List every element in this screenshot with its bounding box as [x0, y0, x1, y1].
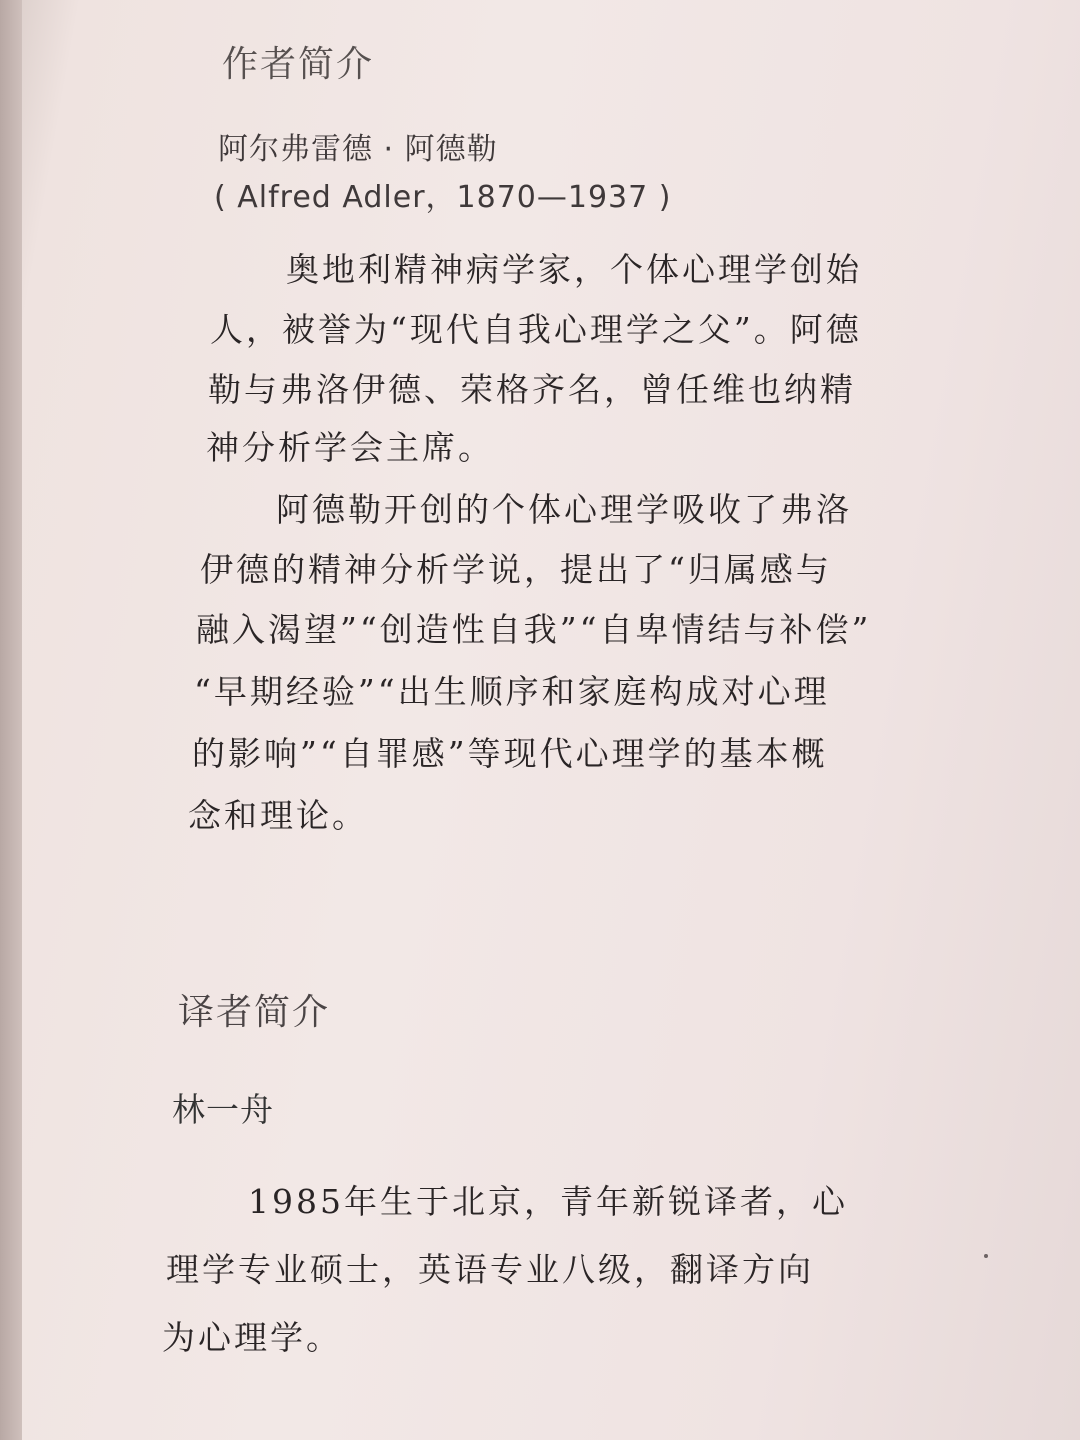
author-section-heading: 作者简介 [222, 44, 375, 85]
author-name-chinese: 阿尔弗雷德 · 阿德勒 [218, 132, 498, 167]
translator-paragraph-line: 理学专业硕士，英语专业八级，翻译方向 [166, 1250, 814, 1289]
author-paragraph2-line: 的影响”“自罪感”等现代心理学的基本概 [192, 734, 828, 773]
author-paragraph2-line: 念和理论。 [188, 796, 368, 835]
author-name-english: ( Alfred Adler，1870—1937 ) [214, 180, 672, 215]
translator-section-heading: 译者简介 [178, 992, 331, 1033]
author-paragraph2-line: 伊德的精神分析学说，提出了“归属感与 [200, 550, 832, 589]
page-edge-shadow [0, 0, 22, 1440]
translator-paragraph-line: 1985年生于北京，青年新锐译者，心 [248, 1182, 848, 1221]
translator-name: 林一舟 [172, 1090, 274, 1129]
author-paragraph2-line: 阿德勒开创的个体心理学吸收了弗洛 [276, 490, 852, 529]
author-paragraph2-line: “早期经验”“出生顺序和家庭构成对心理 [194, 672, 830, 711]
author-paragraph1-line: 奥地利精神病学家，个体心理学创始 [286, 250, 862, 289]
translator-paragraph-line: 为心理学。 [162, 1318, 342, 1357]
author-paragraph1-line: 神分析学会主席。 [206, 428, 494, 467]
author-paragraph2-line: 融入渴望”“创造性自我”“自卑情结与补偿” [196, 610, 872, 649]
author-paragraph1-line: 勒与弗洛伊德、荣格齐名，曾任维也纳精 [208, 370, 856, 409]
paper-speck [984, 1254, 988, 1258]
author-paragraph1-line: 人，被誉为“现代自我心理学之父”。阿德 [210, 310, 862, 349]
